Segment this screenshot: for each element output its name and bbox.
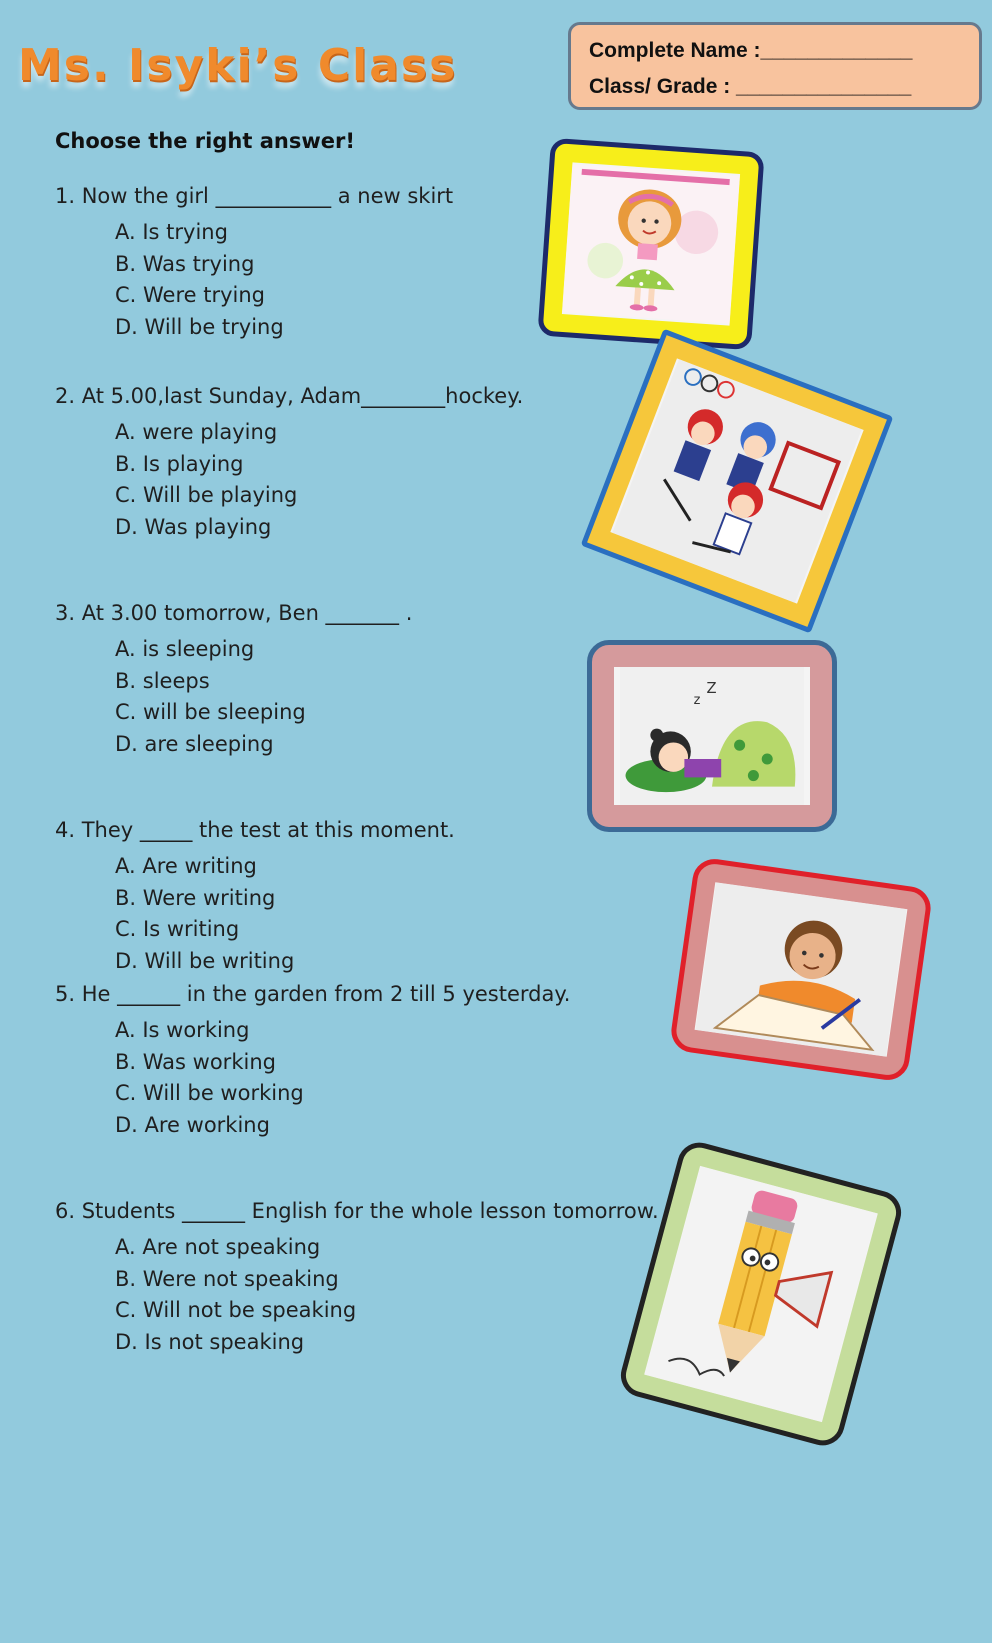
picture-frame-writing <box>669 856 934 1083</box>
instruction-text: Choose the right answer! <box>55 129 355 153</box>
svg-text:z: z <box>693 692 701 708</box>
page-edge <box>992 0 1000 1643</box>
question-3-text: 3. At 3.00 tomorrow, Ben _______ . <box>55 601 413 625</box>
picture-frame-hockey <box>581 329 894 634</box>
question-6-text: 6. Students ______ English for the whole lesson tomorrow. <box>55 1199 659 1223</box>
answer-option[interactable]: D. Will be trying <box>115 314 284 339</box>
answer-option[interactable]: A. were playing <box>115 420 278 444</box>
picture-frame-sleeping <box>587 640 837 832</box>
answer-option[interactable]: C. Were trying <box>115 283 266 308</box>
answer-option[interactable]: A. Is trying <box>115 220 228 244</box>
question-1 <box>55 181 453 343</box>
question-3-options <box>115 634 412 760</box>
question-6-options <box>115 1232 659 1358</box>
hockey-players-icon <box>610 358 863 603</box>
answer-option[interactable]: C. Will not be speaking <box>115 1298 357 1323</box>
question-5-options <box>115 1015 570 1141</box>
answer-option[interactable]: D. Will be writing <box>115 948 295 973</box>
sleeping-girl-icon <box>614 667 810 805</box>
answer-option[interactable]: B. Were writing <box>115 885 276 910</box>
question-4-text: 4. They _____ the test at this moment. <box>55 818 455 842</box>
answer-option[interactable]: B. sleeps <box>115 668 210 693</box>
answer-option[interactable]: B. Was trying <box>115 251 255 276</box>
question-1-text: 1. Now the girl ___________ a new skirt <box>55 184 454 208</box>
question-6 <box>55 1196 659 1358</box>
name-field-label[interactable]: Complete Name :_____________ <box>589 39 913 62</box>
answer-option[interactable]: B. Were not speaking <box>115 1266 339 1291</box>
answer-option[interactable]: A. Are writing <box>115 854 257 878</box>
picture-frame-pencil <box>616 1138 906 1451</box>
answer-option[interactable]: B. Was working <box>115 1049 276 1074</box>
picture-frame-girl <box>537 138 764 350</box>
question-2-options <box>115 417 523 543</box>
answer-option[interactable]: C. Will be working <box>115 1081 304 1106</box>
answer-option[interactable]: D. Is not speaking <box>115 1329 305 1354</box>
answer-option[interactable]: A. is sleeping <box>115 637 255 661</box>
question-4-options <box>115 851 455 977</box>
answer-option[interactable]: A. Are not speaking <box>115 1235 321 1259</box>
answer-option[interactable]: D. Was playing <box>115 514 272 539</box>
svg-text:Z: Z <box>706 679 717 697</box>
question-1-options <box>115 217 453 343</box>
girl-skirt-icon <box>562 162 740 325</box>
answer-option[interactable]: D. are sleeping <box>115 731 274 756</box>
answer-option[interactable]: A. Is working <box>115 1018 250 1042</box>
answer-option[interactable]: C. Is writing <box>115 917 240 942</box>
question-5-text: 5. He ______ in the garden from 2 till 5 yesterday. <box>55 982 571 1006</box>
question-2-text: 2. At 5.00,last Sunday, Adam________hockey. <box>55 384 524 408</box>
question-5 <box>55 979 570 1141</box>
student-info-box <box>568 22 982 110</box>
question-2 <box>55 381 523 543</box>
answer-option[interactable]: C. Will be playing <box>115 483 298 508</box>
boy-writing-icon <box>695 882 908 1057</box>
answer-option[interactable]: C. will be sleeping <box>115 700 306 725</box>
question-3 <box>55 598 412 760</box>
grade-field-label[interactable]: Class/ Grade : _______________ <box>589 75 912 98</box>
pencil-megaphone-icon <box>644 1166 878 1422</box>
question-4 <box>55 815 455 977</box>
answer-option[interactable]: D. Are working <box>115 1112 270 1137</box>
class-title: Ms. Isyki’s Class <box>18 40 458 91</box>
answer-option[interactable]: B. Is playing <box>115 451 244 476</box>
